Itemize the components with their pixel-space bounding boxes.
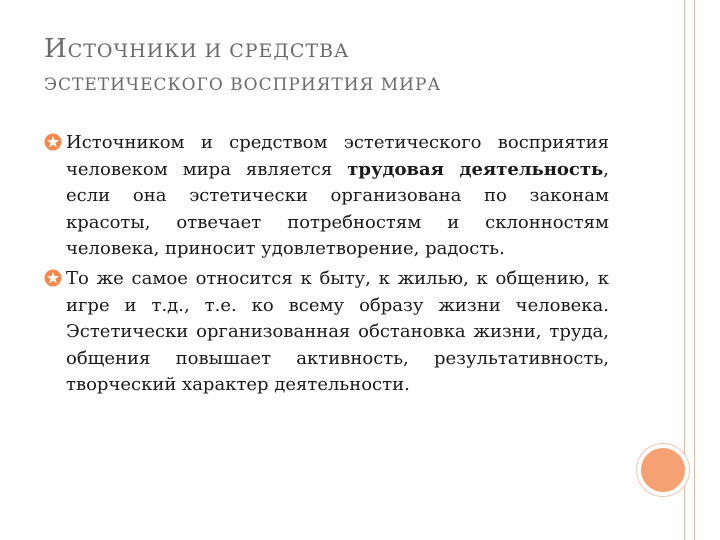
star-bullet-icon bbox=[44, 269, 62, 287]
title-line-1 bbox=[44, 34, 654, 66]
bullet-item bbox=[44, 130, 609, 263]
content-area bbox=[44, 130, 609, 402]
bullet-text-bold: трудовая деятельность bbox=[347, 158, 604, 180]
bullet-text-end: , если она эстетически организована по законам красоты, отвечает потребностям и склонностям человека, приносит удовлетворение, радость. bbox=[66, 158, 609, 260]
decorative-circle bbox=[641, 448, 685, 492]
bullet-item bbox=[44, 266, 609, 399]
bullet-text bbox=[66, 130, 609, 263]
bullet-text-start: Источником и средством эстетического восприятия человеком мира является bbox=[66, 132, 609, 180]
slide-title bbox=[44, 34, 654, 98]
star-bullet-icon bbox=[44, 133, 62, 151]
frame-line-right bbox=[694, 0, 695, 540]
bullet-text: То же самое относится к быту, к жилью, к общению, к игре и т.д., т.е. ко всему образу жизни человека. Эстетически организованная обстановка жизни, труда, общения повышает активность, результативность, творческий характер деятельности. bbox=[66, 267, 609, 396]
title-line-1-rest: СТОЧНИКИ И СРЕДСТВА bbox=[67, 40, 350, 62]
title-line-2: ЭСТЕТИЧЕСКОГО ВОСПРИЯТИЯ МИРА bbox=[44, 75, 442, 95]
title-initial: И bbox=[44, 34, 68, 64]
frame-line-left bbox=[684, 0, 685, 540]
